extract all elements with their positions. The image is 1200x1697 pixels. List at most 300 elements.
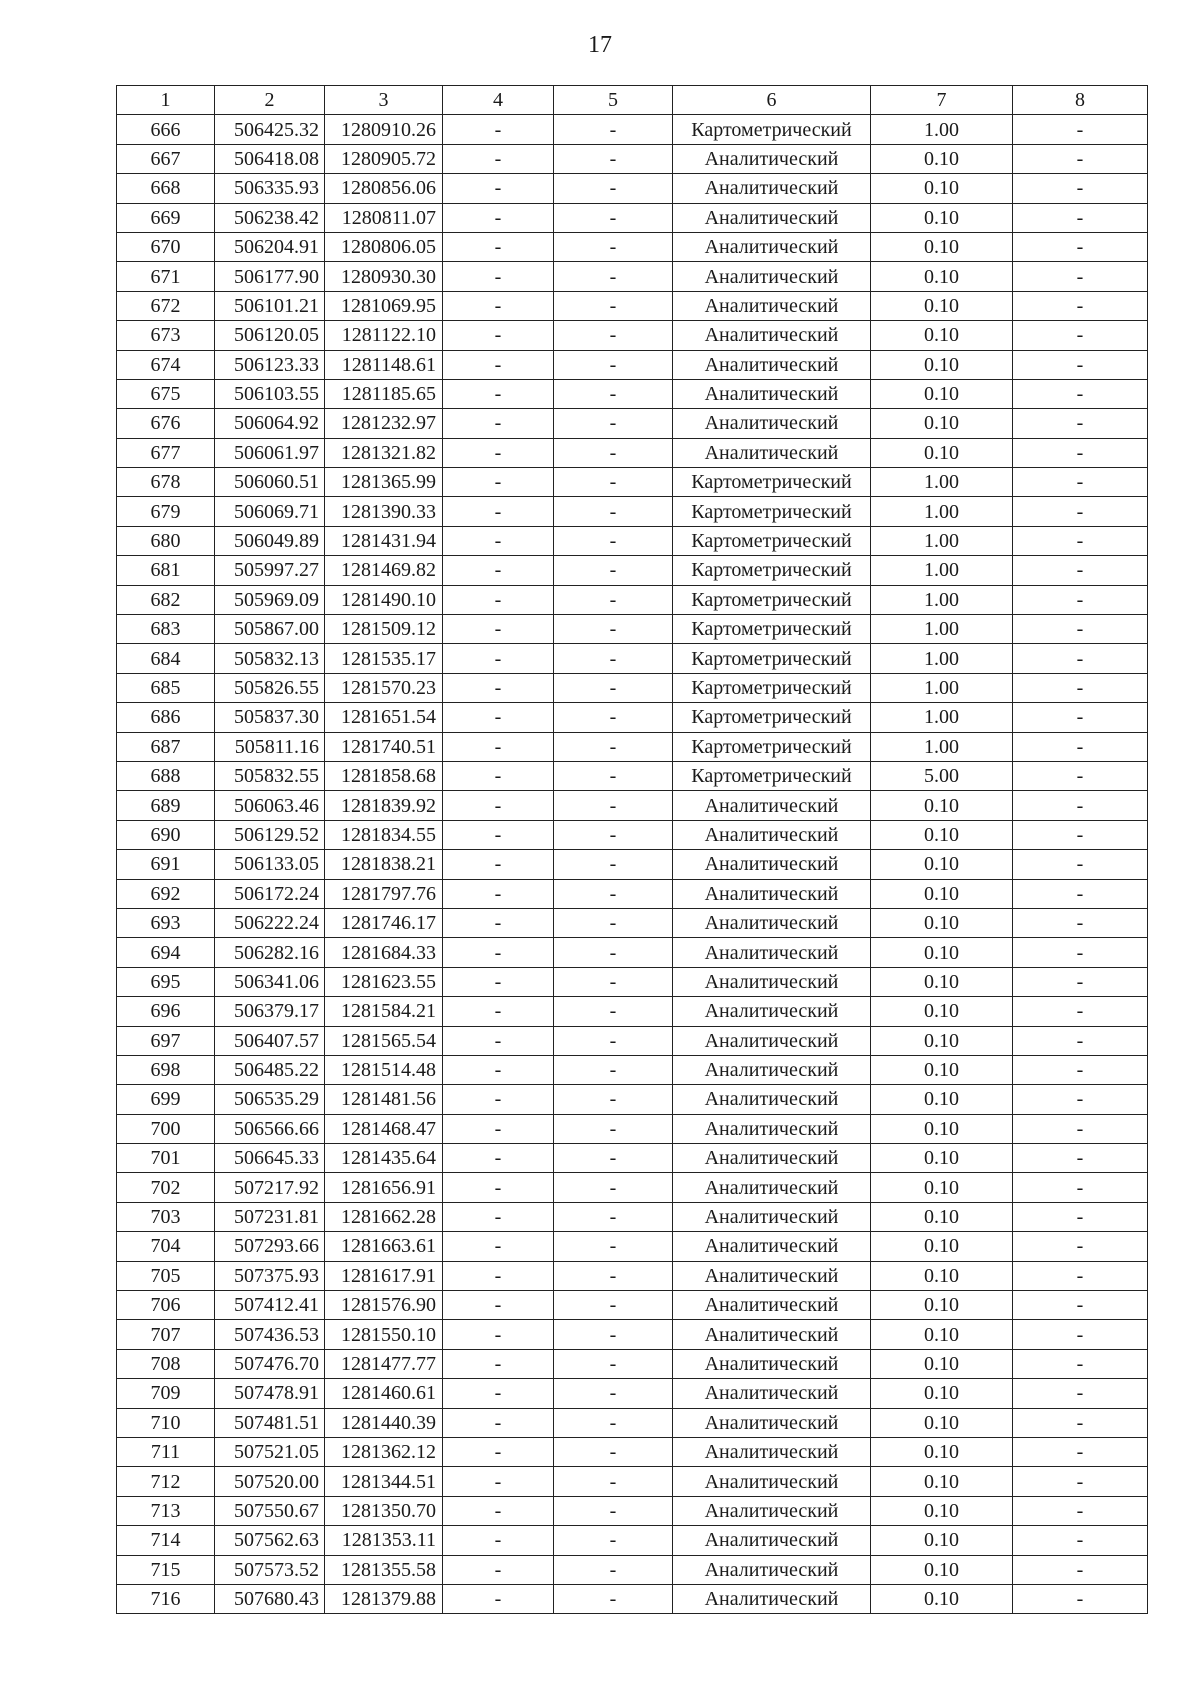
point-number-cell: 693 — [117, 908, 215, 937]
accuracy-cell: 0.10 — [871, 291, 1013, 320]
column-4-cell: - — [443, 115, 554, 144]
column-4-cell: - — [443, 732, 554, 761]
y-coordinate-cell: 1281834.55 — [325, 820, 443, 849]
method-cell: Аналитический — [673, 174, 871, 203]
accuracy-cell: 0.10 — [871, 1291, 1013, 1320]
y-coordinate-cell: 1281362.12 — [325, 1437, 443, 1466]
x-coordinate-cell: 505867.00 — [215, 615, 325, 644]
table-row — [117, 732, 1148, 761]
point-number-cell: 672 — [117, 291, 215, 320]
point-number-cell: 686 — [117, 703, 215, 732]
column-8-cell: - — [1013, 1437, 1148, 1466]
y-coordinate-cell: 1281570.23 — [325, 673, 443, 702]
x-coordinate-cell: 506061.97 — [215, 438, 325, 467]
x-coordinate-cell: 505969.09 — [215, 585, 325, 614]
accuracy-cell: 1.00 — [871, 468, 1013, 497]
column-4-cell: - — [443, 1055, 554, 1084]
accuracy-cell: 0.10 — [871, 997, 1013, 1026]
column-8-cell: - — [1013, 321, 1148, 350]
column-8-cell: - — [1013, 115, 1148, 144]
y-coordinate-cell: 1281355.58 — [325, 1555, 443, 1584]
method-cell: Аналитический — [673, 144, 871, 173]
column-8-cell: - — [1013, 232, 1148, 261]
column-5-cell: - — [554, 938, 673, 967]
x-coordinate-cell: 507231.81 — [215, 1202, 325, 1231]
column-5-cell: - — [554, 703, 673, 732]
column-8-cell: - — [1013, 350, 1148, 379]
page-number: 17 — [588, 32, 612, 58]
y-coordinate-cell: 1281431.94 — [325, 526, 443, 555]
x-coordinate-cell: 507375.93 — [215, 1261, 325, 1290]
column-4-cell: - — [443, 1261, 554, 1290]
column-5-cell: - — [554, 1055, 673, 1084]
point-number-cell: 702 — [117, 1173, 215, 1202]
column-5-cell: - — [554, 1114, 673, 1143]
column-5-cell: - — [554, 585, 673, 614]
column-5-cell: - — [554, 1261, 673, 1290]
method-cell: Аналитический — [673, 967, 871, 996]
table-row — [117, 232, 1148, 261]
x-coordinate-cell: 506238.42 — [215, 203, 325, 232]
column-header-4: 4 — [443, 86, 554, 115]
y-coordinate-cell: 1281122.10 — [325, 321, 443, 350]
accuracy-cell: 0.10 — [871, 1467, 1013, 1496]
column-5-cell: - — [554, 1202, 673, 1231]
x-coordinate-cell: 507521.05 — [215, 1437, 325, 1466]
column-5-cell: - — [554, 1467, 673, 1496]
column-8-cell: - — [1013, 497, 1148, 526]
point-number-cell: 666 — [117, 115, 215, 144]
method-cell: Аналитический — [673, 350, 871, 379]
column-5-cell: - — [554, 1379, 673, 1408]
column-5-cell: - — [554, 174, 673, 203]
table-row — [117, 1173, 1148, 1202]
column-8-cell: - — [1013, 262, 1148, 291]
accuracy-cell: 1.00 — [871, 703, 1013, 732]
accuracy-cell: 0.10 — [871, 438, 1013, 467]
table-row — [117, 1085, 1148, 1114]
x-coordinate-cell: 506120.05 — [215, 321, 325, 350]
x-coordinate-cell: 506123.33 — [215, 350, 325, 379]
method-cell: Картометрический — [673, 468, 871, 497]
column-8-cell: - — [1013, 732, 1148, 761]
accuracy-cell: 0.10 — [871, 1144, 1013, 1173]
table-row — [117, 144, 1148, 173]
column-4-cell: - — [443, 615, 554, 644]
point-number-cell: 701 — [117, 1144, 215, 1173]
column-8-cell: - — [1013, 938, 1148, 967]
point-number-cell: 696 — [117, 997, 215, 1026]
column-5-cell: - — [554, 1555, 673, 1584]
accuracy-cell: 0.10 — [871, 1496, 1013, 1525]
x-coordinate-cell: 506418.08 — [215, 144, 325, 173]
method-cell: Аналитический — [673, 232, 871, 261]
table-row — [117, 938, 1148, 967]
x-coordinate-cell: 506566.66 — [215, 1114, 325, 1143]
point-number-cell: 683 — [117, 615, 215, 644]
table-row — [117, 350, 1148, 379]
x-coordinate-cell: 506069.71 — [215, 497, 325, 526]
accuracy-cell: 1.00 — [871, 673, 1013, 702]
x-coordinate-cell: 506101.21 — [215, 291, 325, 320]
x-coordinate-cell: 505832.55 — [215, 761, 325, 790]
column-4-cell: - — [443, 1026, 554, 1055]
column-8-cell: - — [1013, 1467, 1148, 1496]
column-8-cell: - — [1013, 1584, 1148, 1613]
column-4-cell: - — [443, 232, 554, 261]
table-row — [117, 1291, 1148, 1320]
point-number-cell: 667 — [117, 144, 215, 173]
point-number-cell: 716 — [117, 1584, 215, 1613]
x-coordinate-cell: 506133.05 — [215, 850, 325, 879]
accuracy-cell: 0.10 — [871, 232, 1013, 261]
x-coordinate-cell: 507476.70 — [215, 1349, 325, 1378]
x-coordinate-cell: 505997.27 — [215, 556, 325, 585]
column-5-cell: - — [554, 232, 673, 261]
accuracy-cell: 0.10 — [871, 350, 1013, 379]
method-cell: Аналитический — [673, 1349, 871, 1378]
point-number-cell: 710 — [117, 1408, 215, 1437]
y-coordinate-cell: 1281663.61 — [325, 1232, 443, 1261]
column-5-cell: - — [554, 409, 673, 438]
method-cell: Картометрический — [673, 761, 871, 790]
table-row — [117, 1232, 1148, 1261]
method-cell: Картометрический — [673, 556, 871, 585]
method-cell: Аналитический — [673, 1114, 871, 1143]
y-coordinate-cell: 1281468.47 — [325, 1114, 443, 1143]
column-8-cell: - — [1013, 174, 1148, 203]
column-header-7: 7 — [871, 86, 1013, 115]
x-coordinate-cell: 506407.57 — [215, 1026, 325, 1055]
point-number-cell: 703 — [117, 1202, 215, 1231]
x-coordinate-cell: 506425.32 — [215, 115, 325, 144]
column-8-cell: - — [1013, 1555, 1148, 1584]
table-row — [117, 850, 1148, 879]
column-4-cell: - — [443, 967, 554, 996]
method-cell: Аналитический — [673, 1085, 871, 1114]
column-8-cell: - — [1013, 1173, 1148, 1202]
column-4-cell: - — [443, 174, 554, 203]
point-number-cell: 707 — [117, 1320, 215, 1349]
point-number-cell: 715 — [117, 1555, 215, 1584]
accuracy-cell: 0.10 — [871, 203, 1013, 232]
point-number-cell: 690 — [117, 820, 215, 849]
table-row — [117, 1202, 1148, 1231]
column-8-cell: - — [1013, 468, 1148, 497]
column-8-cell: - — [1013, 1320, 1148, 1349]
accuracy-cell: 0.10 — [871, 409, 1013, 438]
column-5-cell: - — [554, 615, 673, 644]
x-coordinate-cell: 506335.93 — [215, 174, 325, 203]
point-number-cell: 699 — [117, 1085, 215, 1114]
accuracy-cell: 0.10 — [871, 1026, 1013, 1055]
accuracy-cell: 0.10 — [871, 1232, 1013, 1261]
column-5-cell: - — [554, 673, 673, 702]
column-5-cell: - — [554, 850, 673, 879]
method-cell: Аналитический — [673, 203, 871, 232]
column-8-cell: - — [1013, 1055, 1148, 1084]
point-number-cell: 691 — [117, 850, 215, 879]
table-row — [117, 585, 1148, 614]
x-coordinate-cell: 507217.92 — [215, 1173, 325, 1202]
column-5-cell: - — [554, 997, 673, 1026]
y-coordinate-cell: 1280806.05 — [325, 232, 443, 261]
point-number-cell: 687 — [117, 732, 215, 761]
table-row — [117, 115, 1148, 144]
table-row — [117, 262, 1148, 291]
y-coordinate-cell: 1281148.61 — [325, 350, 443, 379]
accuracy-cell: 1.00 — [871, 732, 1013, 761]
column-4-cell: - — [443, 262, 554, 291]
table-body — [117, 115, 1148, 1614]
accuracy-cell: 0.10 — [871, 1173, 1013, 1202]
table-row — [117, 497, 1148, 526]
table-row — [117, 967, 1148, 996]
y-coordinate-cell: 1281321.82 — [325, 438, 443, 467]
column-5-cell: - — [554, 350, 673, 379]
column-8-cell: - — [1013, 1408, 1148, 1437]
point-number-cell: 713 — [117, 1496, 215, 1525]
table-row — [117, 1467, 1148, 1496]
x-coordinate-cell: 506645.33 — [215, 1144, 325, 1173]
table-row — [117, 409, 1148, 438]
column-4-cell: - — [443, 1085, 554, 1114]
accuracy-cell: 0.10 — [871, 144, 1013, 173]
table-row — [117, 1349, 1148, 1378]
column-4-cell: - — [443, 1408, 554, 1437]
column-8-cell: - — [1013, 203, 1148, 232]
table-row — [117, 820, 1148, 849]
header-row — [117, 86, 1148, 115]
y-coordinate-cell: 1281481.56 — [325, 1085, 443, 1114]
table-row — [117, 1144, 1148, 1173]
x-coordinate-cell: 505826.55 — [215, 673, 325, 702]
y-coordinate-cell: 1281550.10 — [325, 1320, 443, 1349]
y-coordinate-cell: 1281232.97 — [325, 409, 443, 438]
column-4-cell: - — [443, 468, 554, 497]
column-5-cell: - — [554, 791, 673, 820]
method-cell: Аналитический — [673, 1202, 871, 1231]
column-4-cell: - — [443, 1320, 554, 1349]
table-row — [117, 761, 1148, 790]
method-cell: Аналитический — [673, 1144, 871, 1173]
accuracy-cell: 1.00 — [871, 556, 1013, 585]
y-coordinate-cell: 1281662.28 — [325, 1202, 443, 1231]
method-cell: Картометрический — [673, 497, 871, 526]
column-8-cell: - — [1013, 379, 1148, 408]
column-8-cell: - — [1013, 1144, 1148, 1173]
method-cell: Аналитический — [673, 1261, 871, 1290]
table-row — [117, 203, 1148, 232]
x-coordinate-cell: 506282.16 — [215, 938, 325, 967]
accuracy-cell: 1.00 — [871, 526, 1013, 555]
accuracy-cell: 0.10 — [871, 1526, 1013, 1555]
y-coordinate-cell: 1281460.61 — [325, 1379, 443, 1408]
method-cell: Аналитический — [673, 1555, 871, 1584]
x-coordinate-cell: 507436.53 — [215, 1320, 325, 1349]
point-number-cell: 714 — [117, 1526, 215, 1555]
column-4-cell: - — [443, 997, 554, 1026]
column-8-cell: - — [1013, 967, 1148, 996]
column-4-cell: - — [443, 1526, 554, 1555]
y-coordinate-cell: 1281858.68 — [325, 761, 443, 790]
y-coordinate-cell: 1281365.99 — [325, 468, 443, 497]
method-cell: Аналитический — [673, 438, 871, 467]
point-number-cell: 670 — [117, 232, 215, 261]
column-4-cell: - — [443, 144, 554, 173]
column-8-cell: - — [1013, 1291, 1148, 1320]
method-cell: Картометрический — [673, 673, 871, 702]
accuracy-cell: 1.00 — [871, 644, 1013, 673]
method-cell: Аналитический — [673, 1026, 871, 1055]
column-5-cell: - — [554, 761, 673, 790]
point-number-cell: 705 — [117, 1261, 215, 1290]
column-5-cell: - — [554, 1320, 673, 1349]
accuracy-cell: 0.10 — [871, 1114, 1013, 1143]
x-coordinate-cell: 507573.52 — [215, 1555, 325, 1584]
table-row — [117, 615, 1148, 644]
column-8-cell: - — [1013, 409, 1148, 438]
y-coordinate-cell: 1281514.48 — [325, 1055, 443, 1084]
method-cell: Аналитический — [673, 850, 871, 879]
method-cell: Аналитический — [673, 1467, 871, 1496]
column-8-cell: - — [1013, 556, 1148, 585]
method-cell: Аналитический — [673, 938, 871, 967]
accuracy-cell: 0.10 — [871, 1320, 1013, 1349]
y-coordinate-cell: 1281350.70 — [325, 1496, 443, 1525]
column-8-cell: - — [1013, 908, 1148, 937]
column-5-cell: - — [554, 1085, 673, 1114]
table-row — [117, 908, 1148, 937]
y-coordinate-cell: 1281069.95 — [325, 291, 443, 320]
point-number-cell: 682 — [117, 585, 215, 614]
table-row — [117, 673, 1148, 702]
method-cell: Аналитический — [673, 1496, 871, 1525]
column-4-cell: - — [443, 1232, 554, 1261]
table-row — [117, 1526, 1148, 1555]
accuracy-cell: 5.00 — [871, 761, 1013, 790]
column-5-cell: - — [554, 1496, 673, 1525]
table-row — [117, 1496, 1148, 1525]
column-5-cell: - — [554, 497, 673, 526]
column-5-cell: - — [554, 644, 673, 673]
column-5-cell: - — [554, 908, 673, 937]
column-4-cell: - — [443, 203, 554, 232]
method-cell: Аналитический — [673, 1320, 871, 1349]
column-8-cell: - — [1013, 1526, 1148, 1555]
column-4-cell: - — [443, 1379, 554, 1408]
point-number-cell: 692 — [117, 879, 215, 908]
table-row — [117, 556, 1148, 585]
column-5-cell: - — [554, 144, 673, 173]
column-4-cell: - — [443, 761, 554, 790]
method-cell: Картометрический — [673, 732, 871, 761]
y-coordinate-cell: 1281185.65 — [325, 379, 443, 408]
point-number-cell: 673 — [117, 321, 215, 350]
table-row — [117, 1379, 1148, 1408]
y-coordinate-cell: 1281617.91 — [325, 1261, 443, 1290]
y-coordinate-cell: 1281509.12 — [325, 615, 443, 644]
y-coordinate-cell: 1281440.39 — [325, 1408, 443, 1437]
table-row — [117, 703, 1148, 732]
accuracy-cell: 0.10 — [871, 967, 1013, 996]
method-cell: Аналитический — [673, 1173, 871, 1202]
column-4-cell: - — [443, 1467, 554, 1496]
column-5-cell: - — [554, 262, 673, 291]
method-cell: Аналитический — [673, 908, 871, 937]
method-cell: Картометрический — [673, 526, 871, 555]
column-4-cell: - — [443, 1437, 554, 1466]
accuracy-cell: 0.10 — [871, 791, 1013, 820]
x-coordinate-cell: 506172.24 — [215, 879, 325, 908]
point-number-cell: 684 — [117, 644, 215, 673]
column-8-cell: - — [1013, 644, 1148, 673]
accuracy-cell: 0.10 — [871, 879, 1013, 908]
accuracy-cell: 0.10 — [871, 321, 1013, 350]
column-header-1: 1 — [117, 86, 215, 115]
x-coordinate-cell: 507293.66 — [215, 1232, 325, 1261]
y-coordinate-cell: 1281435.64 — [325, 1144, 443, 1173]
column-5-cell: - — [554, 1232, 673, 1261]
y-coordinate-cell: 1281469.82 — [325, 556, 443, 585]
column-5-cell: - — [554, 1291, 673, 1320]
x-coordinate-cell: 506063.46 — [215, 791, 325, 820]
y-coordinate-cell: 1280905.72 — [325, 144, 443, 173]
method-cell: Картометрический — [673, 644, 871, 673]
column-4-cell: - — [443, 791, 554, 820]
table-row — [117, 468, 1148, 497]
column-8-cell: - — [1013, 1261, 1148, 1290]
column-4-cell: - — [443, 1584, 554, 1613]
x-coordinate-cell: 507520.00 — [215, 1467, 325, 1496]
x-coordinate-cell: 507680.43 — [215, 1584, 325, 1613]
column-4-cell: - — [443, 703, 554, 732]
x-coordinate-cell: 506341.06 — [215, 967, 325, 996]
table-row — [117, 1114, 1148, 1143]
point-number-cell: 668 — [117, 174, 215, 203]
column-5-cell: - — [554, 526, 673, 555]
column-8-cell: - — [1013, 291, 1148, 320]
y-coordinate-cell: 1281623.55 — [325, 967, 443, 996]
column-5-cell: - — [554, 1437, 673, 1466]
y-coordinate-cell: 1280910.26 — [325, 115, 443, 144]
accuracy-cell: 0.10 — [871, 938, 1013, 967]
y-coordinate-cell: 1281797.76 — [325, 879, 443, 908]
accuracy-cell: 0.10 — [871, 1555, 1013, 1584]
x-coordinate-cell: 506485.22 — [215, 1055, 325, 1084]
method-cell: Аналитический — [673, 291, 871, 320]
column-5-cell: - — [554, 820, 673, 849]
column-5-cell: - — [554, 1173, 673, 1202]
column-5-cell: - — [554, 115, 673, 144]
y-coordinate-cell: 1281838.21 — [325, 850, 443, 879]
method-cell: Картометрический — [673, 585, 871, 614]
point-number-cell: 680 — [117, 526, 215, 555]
x-coordinate-cell: 507562.63 — [215, 1526, 325, 1555]
point-number-cell: 681 — [117, 556, 215, 585]
column-4-cell: - — [443, 585, 554, 614]
y-coordinate-cell: 1281684.33 — [325, 938, 443, 967]
point-number-cell: 704 — [117, 1232, 215, 1261]
column-4-cell: - — [443, 673, 554, 702]
column-4-cell: - — [443, 321, 554, 350]
column-8-cell: - — [1013, 879, 1148, 908]
point-number-cell: 697 — [117, 1026, 215, 1055]
table-row — [117, 1261, 1148, 1290]
method-cell: Аналитический — [673, 409, 871, 438]
column-4-cell: - — [443, 526, 554, 555]
y-coordinate-cell: 1281584.21 — [325, 997, 443, 1026]
